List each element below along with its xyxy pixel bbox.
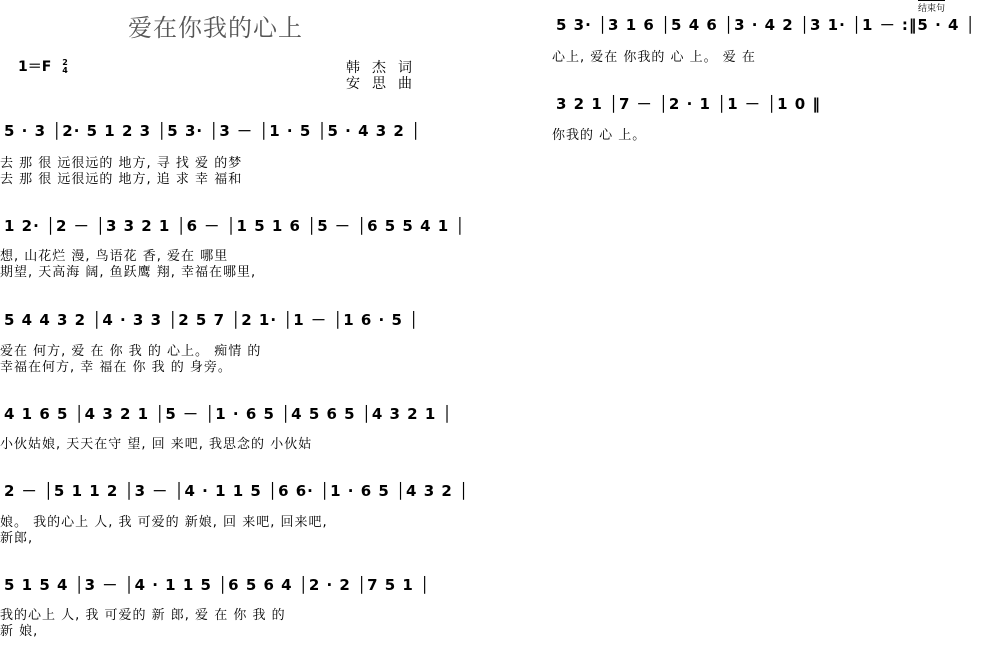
score-row-2-notes: 1 2· │2 － │3 3 2 1 │6 － │1 5 1 6 │5 － │6 5 5 4 1 │ (4, 217, 466, 235)
time-sig-top: 2 (62, 58, 68, 67)
score-row-4-notes: 4 1 6 5 │4 3 2 1 │5 － │1 · 6 5 │4 5 6 5 │4 3 2 1 │ (4, 405, 453, 423)
score-row-6-lyrics-2: 新 娘, (0, 624, 39, 639)
score-row-5-lyrics-2: 新郎, (0, 531, 34, 546)
score-row-6-notes: 5 1 5 4 │3 － │4 · 1 1 5 │6 5 6 4 │2 · 2 │7 5 1 │ (4, 576, 431, 594)
score-row-1-lyrics-2: 去 那 很 远很远的 地方, 追 求 幸 福和 (0, 172, 243, 187)
time-sig-bottom: 4 (62, 66, 68, 75)
score-right-row-1-notes: 5 3· │3 1 6 │5 4 6 │3 · 4 2 │3 1· │1 － :‖5 · 4 │ (556, 16, 976, 34)
song-title: 爱在你我的心上 (128, 14, 303, 42)
score-row-5-notes: 2 － │5 1 1 2 │3 － │4 · 1 1 5 │6 6· │1 · 6 5 │4 3 2 │ (4, 482, 470, 500)
score-right-row-2-notes: 3 2 1 │7 － │2 · 1 │1 － │1 0 ‖ (556, 95, 821, 113)
score-row-2-lyrics-2: 期望, 天高海 阔, 鱼跃鹰 翔, 幸福在哪里, (0, 265, 257, 280)
score-right-row-1-lyrics: 心上, 爱在 你我的 心 上。 爱 在 (552, 50, 756, 65)
score-row-3-notes: 5 4 4 3 2 │4 · 3 3 │2 5 7 │2 1· │1 － │1 6 · 5 │ (4, 311, 420, 329)
end-marker: 结束句 (918, 0, 945, 14)
score-right-row-2-lyrics: 你我的 心 上。 (552, 128, 647, 143)
score-row-5-lyrics-1: 娘。 我的心上 人, 我 可爱的 新娘, 回 来吧, 回来吧, (0, 515, 328, 530)
lyricist-credit: 韩杰词 (346, 60, 424, 76)
score-row-6-lyrics-1: 我的心上 人, 我 可爱的 新 郎, 爱 在 你 我 的 (0, 608, 286, 623)
key-label: 1＝F (18, 59, 52, 75)
score-row-3-lyrics-2: 幸福在何方, 幸 福在 你 我 的 身旁。 (0, 360, 232, 375)
score-row-1-lyrics-1: 去 那 很 远很远的 地方, 寻 找 爱 的梦 (0, 156, 243, 171)
score-row-4-lyrics-1: 小伙姑娘, 天天在守 望, 回 来吧, 我思念的 小伙姑 (0, 437, 313, 452)
score-row-2-lyrics-1: 想, 山花烂 漫, 鸟语花 香, 爱在 哪里 (0, 249, 229, 264)
score-row-1-notes: 5 · 3 │2· 5 1 2 3 │5 3· │3 － │1 · 5 │5 · 4 3 2 │ (4, 122, 422, 140)
key-signature (18, 56, 68, 76)
score-row-3-lyrics-1: 爱在 何方, 爱 在 你 我 的 心上。 痴情 的 (0, 344, 262, 359)
time-signature (62, 59, 68, 75)
composer-credit: 安思曲 (346, 76, 424, 92)
